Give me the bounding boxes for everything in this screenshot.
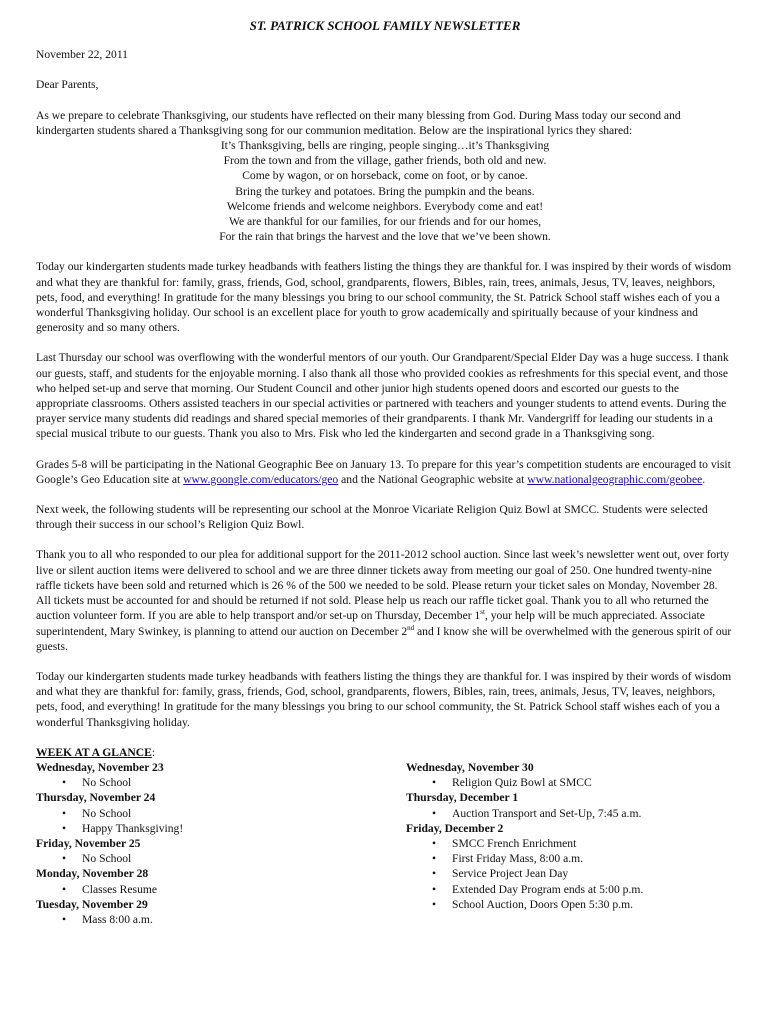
newsletter-date: November 22, 2011 (36, 48, 128, 62)
schedule-day: Wednesday, November 23 (36, 760, 164, 774)
schedule-left-column (36, 760, 406, 927)
geo-bee-text: and the National Geographic website at (338, 472, 528, 486)
schedule-list (406, 806, 734, 821)
schedule-item: • First Friday Mass, 8:00 a.m. (452, 851, 734, 866)
lyric-line: For the rain that brings the harvest and the love that we’ve been shown. (219, 230, 551, 244)
schedule-list (406, 836, 734, 912)
schedule-list (36, 882, 406, 897)
week-heading-colon: : (151, 745, 156, 759)
schedule-day: Thursday, December 1 (406, 791, 519, 805)
newsletter-title: ST. PATRICK SCHOOL FAMILY NEWSLETTER (249, 18, 521, 33)
schedule-item: • Religion Quiz Bowl at SMCC (452, 775, 734, 790)
schedule-list (36, 912, 406, 927)
schedule-day: Friday, December 2 (406, 821, 504, 835)
lyric-line: Bring the turkey and potatoes. Bring the pumpkin and the beans. (235, 184, 535, 198)
schedule-list (36, 851, 406, 866)
thanksgiving-intro-paragraph: As we prepare to celebrate Thanksgiving, our students have reflected on their many blessing from God. During Mass today our second and kindergarten students shared a Thanksgiving song for our communion meditation. Below are the inspirational lyrics they shared: (36, 108, 681, 137)
lyric-line: From the town and from the village, gather friends, both old and new. (223, 154, 547, 168)
auction-text: , your help will be much appreciated. Associate superintendent, Mary Swinkey, is planning to attend our auction on December 2 (36, 609, 705, 638)
auction-text: and I know she will be overwhelmed with the generous spirit of our guests. (36, 624, 732, 653)
schedule-day: Friday, November 25 (36, 836, 141, 850)
lyric-line: It’s Thanksgiving, bells are ringing, people singing…it’s Thanksgiving (220, 139, 550, 153)
schedule-right-column (406, 760, 734, 927)
quiz-bowl-paragraph: Next week, the following students will be representing our school at the Monroe Vicariate Religion Quiz Bowl at SMCC. Students were selected through their success in our school’s Religion Quiz Bowl. (36, 503, 708, 532)
schedule-list (36, 775, 406, 790)
auction-paragraph (36, 547, 734, 653)
natgeo-geobee-link[interactable]: www.nationalgeographic.com/geobee (527, 472, 703, 486)
schedule-item: • SMCC French Enrichment (452, 836, 734, 851)
google-geo-link[interactable]: www.goongle.com/educators/geo (183, 472, 339, 486)
schedule-item: • Extended Day Program ends at 5:00 p.m. (452, 882, 734, 897)
kindergarten-repeat-paragraph: Today our kindergarten students made turkey headbands with feathers listing the things they are thankful for. I was inspired by their words of wisdom and what they are thankful for: family, grass, friends, God, school, grandparents, flowers, Bibles, rain, trees, animals, Jesus, TV, leaves, neighbors, pets, food, and everything! In gratitude for the many blessings you bring to our school community, the St. Patrick School staff wishes each of you a wonderful Thanksgiving holiday. (36, 669, 732, 729)
week-schedule (36, 760, 734, 927)
ordinal-suffix: nd (407, 623, 415, 632)
schedule-item: • Classes Resume (82, 882, 406, 897)
geography-bee-paragraph (36, 457, 734, 487)
schedule-list (406, 775, 734, 790)
schedule-day: Tuesday, November 29 (36, 897, 148, 911)
kindergarten-paragraph: Today our kindergarten students made turkey headbands with feathers listing the things they are thankful for. I was inspired by their words of wisdom and what they are thankful for: family, grass, friends, God, school, grandparents, flowers, Bibles, rain, trees, animals, Jesus, TV, leaves, neighbors, pets, food, and everything! In gratitude for the many blessings you bring to our school community, the St. Patrick School staff wishes each of you a wonderful Thanksgiving holiday. Our school is an excellent place for youth to grow academically and spiritually because of your kindness and generosity and so many others. (36, 260, 732, 335)
schedule-item: • Service Project Jean Day (452, 866, 734, 881)
grandparent-day-paragraph: Last Thursday our school was overflowing with the wonderful mentors of our youth. Our Grandparent/Special Elder Day was a huge success. I thank our guests, staff, and students for the enjoyable morning. I also thank all those who provided cookies as refreshments for this special event, and those who helped set-up and serve that morning. Our Student Council and other junior high students opened doors and escorted our guests to the appropriate classrooms. Others assisted teachers in our special activities or partnered with teachers and younger students to attend events. During the prayer service many students did readings and shared special memories of their grandparents. I thank Mr. Vandergriff for leading our students in a special musical tribute to our guests. Thank you also to Mrs. Fisk who led the kindergarten and second grade in a Thanksgiving song. (36, 351, 729, 441)
schedule-day: Wednesday, November 30 (406, 760, 534, 774)
geo-bee-text: Grades 5-8 will be participating in the National Geographic Bee on January 13. To prepare for this year’s competition students are encouraged to visit Google’s Geo Education site at (36, 457, 731, 486)
lyric-line: We are thankful for our families, for our friends and for our homes, (229, 215, 541, 229)
song-lyrics (36, 138, 734, 244)
lyric-line: Welcome friends and welcome neighbors. Everybody come and eat! (226, 199, 544, 213)
schedule-day: Monday, November 28 (36, 867, 149, 881)
geo-bee-text: . (702, 472, 706, 486)
thanksgiving-intro-section (36, 108, 734, 245)
schedule-item: • Mass 8:00 a.m. (82, 912, 406, 927)
schedule-day: Thursday, November 24 (36, 791, 156, 805)
schedule-list (36, 806, 406, 836)
lyric-line: Come by wagon, or on horseback, come on foot, or by canoe. (242, 169, 528, 183)
schedule-item: • Happy Thanksgiving! (82, 821, 406, 836)
auction-text: Thank you to all who responded to our plea for additional support for the 2011-2012 school auction. Since last week’s newsletter went out, over forty live or silent auction items were delivered to school and we are three dinner tickets away from meeting our goal of 250. One hundred twenty-nine raffle tickets have been sold and returned which is 26 % of the 500 we needed to be sold. Please return your ticket sales on Monday, November 28. All tickets must be accounted for and should be returned if not sold. Please help us reach our raffle ticket goal. Thank you to all who returned the auction volunteer form. If you are able to help transport and/or set-up on Thursday, December 1 (36, 548, 730, 623)
ordinal-suffix: st (480, 608, 485, 617)
schedule-item: • No School (82, 775, 406, 790)
week-heading-text: WEEK AT A GLANCE (36, 745, 152, 759)
salutation: Dear Parents, (36, 78, 99, 92)
schedule-item: • School Auction, Doors Open 5:30 p.m. (452, 897, 734, 912)
week-at-a-glance-heading (36, 745, 734, 760)
schedule-item: • Auction Transport and Set-Up, 7:45 a.m. (452, 806, 734, 821)
schedule-item: • No School (82, 806, 406, 821)
schedule-item: • No School (82, 851, 406, 866)
